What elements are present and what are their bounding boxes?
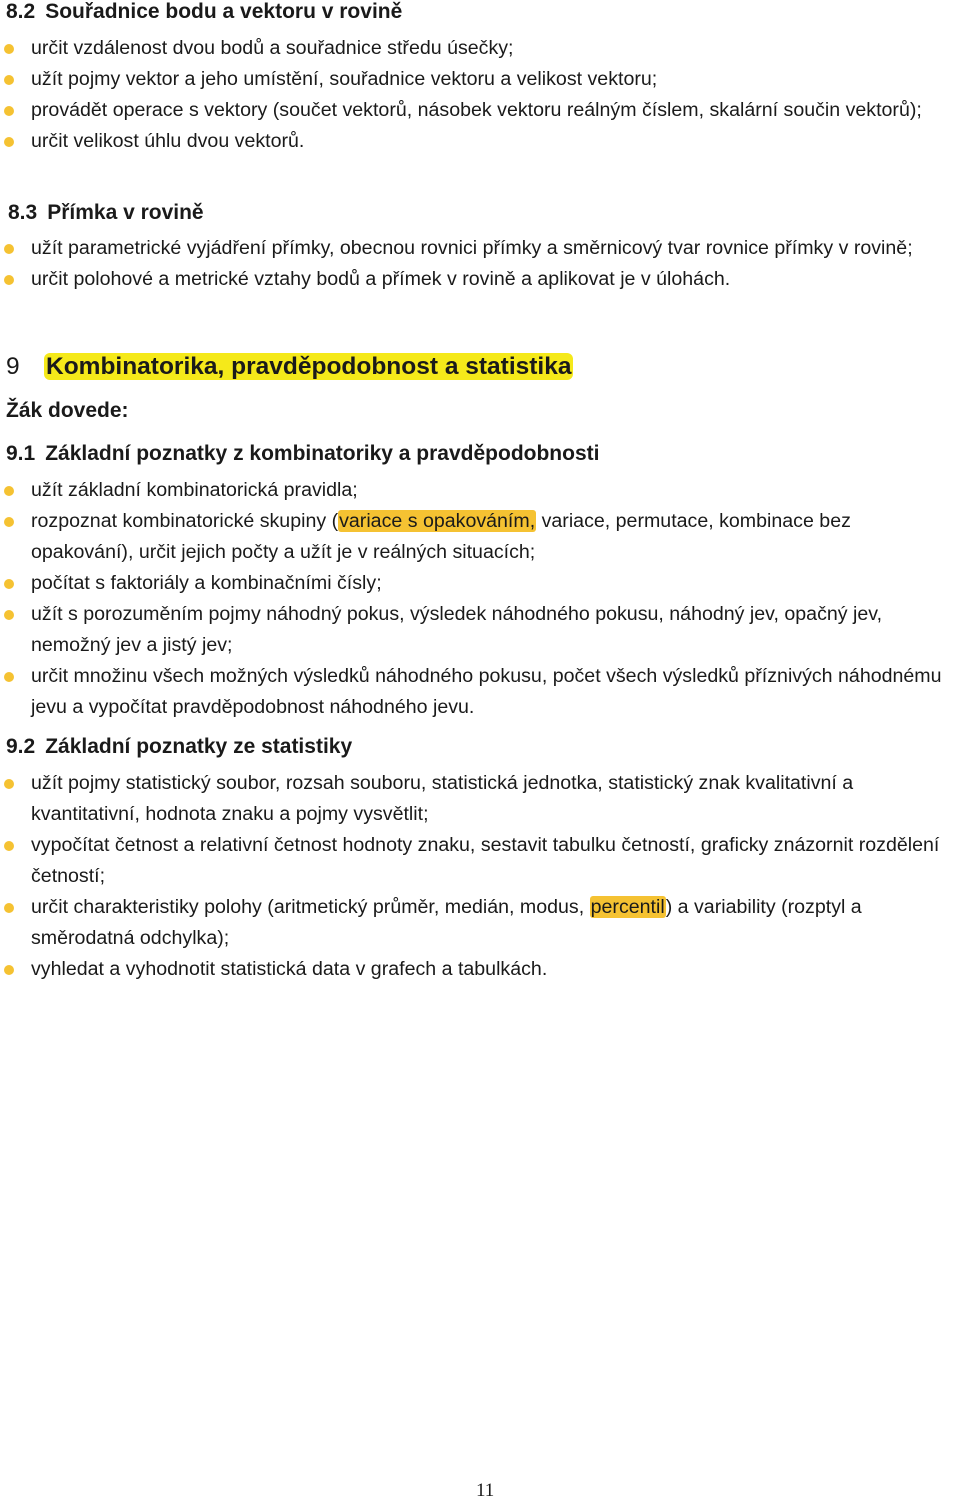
bullet-icon [4,841,14,851]
bullet-icon [4,610,14,620]
chapter-title: Kombinatorika, pravděpodobnost a statistika [46,353,572,380]
section-heading-9-1 [6,442,599,466]
bullet-icon [4,106,14,116]
list-item: užít s porozuměním pojmy náhodný pokus, výsledek náhodného pokusu, náhodný jev, opačný jev, nemožný jev a jistý jev; [0,599,960,661]
chapter-number: 9 [6,353,20,380]
bullet-icon [4,903,14,913]
bullet-icon [4,486,14,496]
bullet-icon [4,75,14,85]
bullet-list-8-3 [0,233,960,295]
list-item: vyhledat a vyhodnotit statistická data v grafech a tabulkách. [0,954,960,985]
bullet-list-9-1 [0,475,960,723]
section-title: Základní poznatky z kombinatoriky a pravděpodobnosti [45,442,600,465]
bullet-icon [4,137,14,147]
list-item: užít parametrické vyjádření přímky, obecnou rovnici přímky a směrnicový tvar rovnice přímky v rovině; [0,233,960,264]
bullet-icon [4,965,14,975]
section-number: 8.3 [8,201,38,224]
bullet-icon [4,44,14,54]
bullet-list-8-2 [0,33,960,157]
section-heading-9-2 [6,735,352,759]
list-item: rozpoznat kombinatorické skupiny (variace s opakováním, variace, permutace, kombinace bez opakování), určit jejich počty a užít je v reálných situacích; [0,506,960,568]
list-item: počítat s faktoriály a kombinačními čísly; [0,568,960,599]
subheading-zak-dovede: Žák dovede: [6,399,129,422]
bullet-icon [4,244,14,254]
list-item: užít pojmy vektor a jeho umístění, souřadnice vektoru a velikost vektoru; [0,64,960,95]
section-title: Základní poznatky ze statistiky [45,735,353,758]
section-heading-8-2 [6,0,402,24]
list-item: užít pojmy statistický soubor, rozsah souboru, statistická jednotka, statistický znak kvalitativní a kvantitativní, hodnota znaku a pojmy vysvětlit; [0,768,960,830]
bullet-icon [4,275,14,285]
highlighted-text: variace s opakováním, [339,510,536,532]
section-title: Souřadnice bodu a vektoru v rovině [45,0,403,23]
bullet-icon [4,579,14,589]
list-item: vypočítat četnost a relativní četnost hodnoty znaku, sestavit tabulku četností, graficky znázornit rozdělení četností; [0,830,960,892]
bullet-icon [4,672,14,682]
bullet-icon [4,517,14,527]
section-number: 9.2 [6,735,36,758]
list-item: určit množinu všech možných výsledků náhodného pokusu, počet všech výsledků příznivých náhodnému jevu a vypočítat pravděpodobnost náhodného jevu. [0,661,960,723]
list-item: určit polohové a metrické vztahy bodů a přímek v rovině a aplikovat je v úlohách. [0,264,960,295]
list-item: určit vzdálenost dvou bodů a souřadnice středu úsečky; [0,33,960,64]
list-item: užít základní kombinatorická pravidla; [0,475,960,506]
section-heading-8-3 [8,201,204,225]
section-number: 9.1 [6,442,36,465]
list-item: určit velikost úhlu dvou vektorů. [0,126,960,157]
bullet-icon [4,779,14,789]
page-number: 11 [476,1480,495,1501]
section-number: 8.2 [6,0,36,23]
bullet-list-9-2 [0,768,960,985]
list-item: provádět operace s vektory (součet vektorů, násobek vektoru reálným číslem, skalární součin vektorů); [0,95,960,126]
list-item: určit charakteristiky polohy (aritmetický průměr, medián, modus, percentil) a variability (rozptyl a směrodatná odchylka); [0,892,960,954]
highlighted-text: percentil [590,896,665,918]
chapter-heading-9 [6,351,573,383]
section-title: Přímka v rovině [47,201,204,224]
